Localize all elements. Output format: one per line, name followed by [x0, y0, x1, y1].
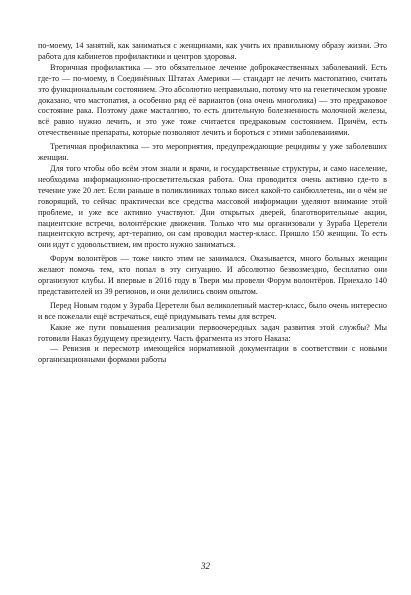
- page-body: [38, 41, 387, 366]
- paragraph: Форум волонтёров — тоже никто этим не занимался. Оказывается, много больных женщин желают помочь тем, кто попал в эту ситуацию. И абсолютно безвозмездно, бесплатно они организуют клубы. И впервые в 2016 году в Твери мы провели Форум волонтёров. Приехало 140 представителей из 39 регионов, и они делились своим опытом.: [38, 254, 387, 296]
- paragraph: Перед Новым годом у Зураба Церетели был великолепный мастер-класс, было очень интересно и все пожелали ещё встречаться, ещё придумывать темы для встреч.: [38, 300, 387, 321]
- paragraph: Третичная профилактика — это мероприятия, предупреждающие рецидивы у уже заболевших женщин.: [38, 142, 387, 163]
- paragraph: по-моему, 14 занятий, как заниматься с женщинами, как учить их правильному образу жизни. Это работа для кабинетов профилактики и центров здоровья.: [38, 41, 387, 61]
- paragraph: Какие же пути повышения реализации первоочередных задач развития этой службы? Мы готовили Наказ будущему президенту. Часть фрагмента из этого Наказа:: [38, 322, 387, 343]
- paragraph: Вторичная профилактика — это обязательное лечение доброкачественных заболеваний. Есть где-то — по-моему, в Соединённых Штатах Америки — стандарт не лечить мастопатию, считать это функциональным состоянием. Это абсолютно неправильно, потому что на генетическом уровне доказано, что мастопатия, а особенно ряд её вариантов (она очень многолика) — это предраковое состояние рака. Поэтому даже масталгию, то есть длительную болезненность молочной железы, всё равно нужно лечить, и это уже тоже считается предраковым состоянием. Причём, есть отечественные препараты, которые позволяют лечить и бороться с этими заболеваниями.: [38, 62, 387, 138]
- paragraph: — Ревизия и пересмотр имеющейся нормативной документации в соответствии с новыми организационными формами работы: [38, 344, 387, 365]
- page-number: 32: [201, 561, 210, 571]
- paragraph: Для того чтобы обо всём этом знали и врачи, и государственные структуры, и само население, необходима информационно-просветительская работа. Она проводится очень активно где-то в течение уже 20 лет. Если раньше в поликлиниках только висел какой-то санбюллетень, ни о чём не говорящий, то сейчас практически все средства массовой информации уделяют внимание этой проблеме, и уже все активно участвуют. Дни открытых дверей, благотворительные акции, пациентские встречи, волонтёрские движения. Только что мы организовали у Зураба Церетели пациентскую встречу, арт-терапию, он сам проводил мастер-класс. Пришло 150 женщин. То есть они идут с удовольствием, им просто нужно заниматься.: [38, 163, 387, 250]
